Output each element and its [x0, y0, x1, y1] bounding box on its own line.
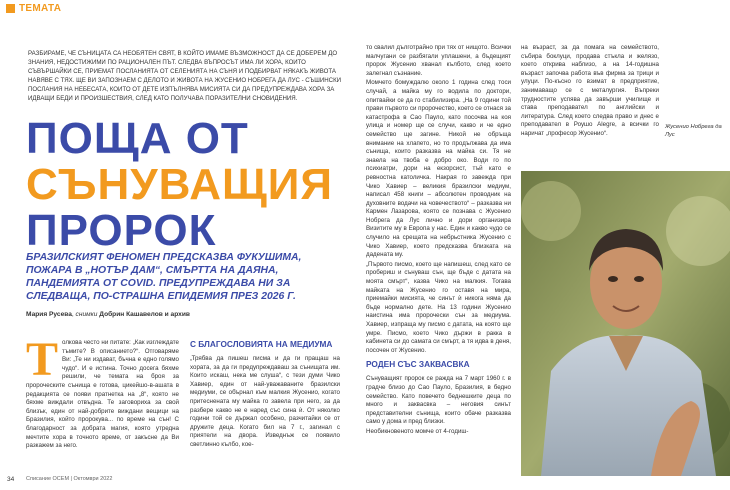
subtitle: БРАЗИЛСКИЯТ ФЕНОМЕН ПРЕДСКАЗВА ФУКУШИМА, ПОЖАРА В „НОТЪР ДАМ“, СМЪРТТА НА ДАЯНА, ПАНДЕМИЯТА ОТ COVID. ПРЕДУПРЕЖДАВА НИ ЗА СЛЕДВАЩА, ПО-СТРАШНА ЕПИДЕМИЯ ПРЕЗ 2026 Г.: [26, 252, 302, 302]
title-line-3: ПРОРОК: [26, 206, 217, 255]
magazine-name: Списание ОСЕМ | Октомври 2022: [26, 476, 113, 482]
article-column-3: [366, 44, 511, 438]
col3-paragraph-5: Необикновеното момче от 4-годиш-: [366, 427, 469, 435]
col3-paragraph-2: Момчето бомуждалю около 1 година след тоси случай, а майка му го водила по доктори, опитвайки се да го стабилизира. „На 9 години той прави първото си пророчество, което се отнася за катастрофа в Сао Пауло, като посочва на коя улица и номер ще се случи, какво и че едно семейство ще загине. Никой не обръща внимание на хлапето, но то продължава да има сънища, които разказва на майка си. Тя не знаела на твоба е добро око. Води го по психиатри, дори на екзорсист, тъй като е ревностна католичка. Накрая го завежда при Чико Хавиер – великия бразилски медиум, написал 458 книги – абсолютен проводник на духовните водачи на човечеството“ – разказва ни Кармен Лазарова, която се познава с Жусенио Нобрега да Лус лично и дори организира Визитите му в Европа у нас. Един и какво чудо се случило на срещата на небрьстника Жусенио с Чико Хавиер, което предсказва близката на дадената му.: [366, 79, 511, 259]
col3-paragraph-1: то свалил дълготрайно при тях от нищото. Всички малчугани се разбягали уплашени, а бъдещият пророк Жусенио хванал кълбото, след което залегнал съзнание.: [366, 44, 511, 77]
article-column-4: [521, 44, 659, 140]
section-heading-blessing: С БЛАГОСЛОВИЯТА НА МЕДИУМА: [190, 339, 333, 349]
page-footer: [0, 474, 730, 490]
col3-paragraph-4: Сънуващият пророк се ражда на 7 март 1960 г. в градче близо до Сао Пауло, Бразилия, в бедно семейство. Като повечето беднешките деца по много и заквасвка – неговия синът представителни сънища, които обаче разказва само у дома и пред близки.: [366, 375, 511, 426]
byline: Мария Русева, снимки Добрин Кашавелов и архив: [26, 311, 190, 318]
photo-caption: Жусенио Нобрега да Лус: [665, 124, 722, 138]
page-number: 34: [7, 476, 15, 483]
col3-paragraph-3: „Първото писмо, което ще напишеш, след като се пробериш и сънуваш сън, ще бъде с датата на моята смърт“, казва Чико на малкия. Тогава майката на Жусенио го оставя на мира, приемайки мисията, че синът ѝ никога няма да бъде нормално дете. На 13 години Жусенио наистина има пророчески сън за медиума. Хавиер, изпраща му писмо с датата, на която ще умре. Писмо, което Чико държи в ракка в кабинета си до самата си смърт, а тя идва в деня, посочен от Жусенио.: [366, 260, 511, 354]
byline-author: Мария Русева: [26, 311, 72, 318]
portrait-illustration: [521, 171, 730, 476]
byline-photos-label: снимки: [75, 311, 98, 318]
portrait-photo: [521, 171, 730, 476]
col4-paragraph: на възраст, за да помага на семейството, събира боклуци, продава стъкла и желязо, което открива наблизо, а на 14-годишна възраст започва работа във фирма за трици и улуци. По-късно го взимат в предприятие, занимаващо се с металургия. Въпреки трудностите успява да завърши училище и става преподавател по английски и литература. След което следва право и днес е преподавател в Роушо Alegre, а всички го наричат „професор Жусенио“.: [521, 44, 659, 137]
intro-text: РАЗБИРАМЕ, ЧЕ СЪНИЦАТА СА НЕОБЯТЕН СВЯТ, В КОЙТО ИМАМЕ ВЪЗМОЖНОСТ ДА СЕ ДОБЕРЕМ ДО ЗНАНИЯ, НЕДОСТИЖИМИ ПО РАЦИОНАЛЕН ПЪТ. СЛЕДВА ВЪПРОСЪТ ИМА ЛИ ХОРА, КОИТО СЪВЪРШАЙКИ СЕ, ПРИЕМАТ ПОСЛАНИЯТА ОТ СЕЛЕНИЯТА НА СЪНЯ И ПОДБИРВАТ НЯКАКЪ ЖИВОТА НАВЯВЕ С ТЯХ. ЩЕ ВИ ЗАПОЗНАЕМ С ДЕЛОТО И ЖИВОТА НА ЖУСЕНИО НОБРЕГА ДА ЛУС - СЪШИНСКИ ПОСЛАНИЯ НА НЕБЕСАТА, КОИТО ОТ ДЕТЕ ИЗПЪЛНЯВА МИСИЯТА СИ ДА ПРЕДУПРЕЖДАВА ХОРА ЗА ИДВАЩИ БЕДИ И ПРОИЗШЕСТВИЯ, СЛЕД КАТО ПОЛУЧАВА ПОРАЗИТЕЛНИ СНОВИДЕНИЯ.: [28, 50, 341, 102]
col2-paragraph: „Трябва да пишеш писма и да ги пращаш на хората, за да ги предупреждаваш за сънищата им. Които искаш, нека ме слуша“, с тези думи Чико Хавиер, един от най-уважаваните бразилски медиуми, се обърнал към малкия Жусенио, когато притеснената му майка го завела при него, за да разбере какво не е наред със сина ѝ. От няколко години той се държал особено, разчитайки се от дружите деца. Когато бил на 7 г., загинал с приятели на двора. Изведнъж се появило светлинно кълбо, кое-: [190, 355, 340, 448]
byline-photos: Добрин Кашавелов и архив: [99, 311, 190, 318]
section-tag: [6, 3, 61, 14]
section-heading-born: РОДЕН СЪС ЗАКВАСВКА: [366, 359, 470, 370]
article-column-2: [190, 339, 340, 451]
dropcap: Т: [26, 333, 59, 386]
article-column-1: [26, 333, 179, 452]
title-line-2: СЪНУВАЩИЯ: [26, 160, 334, 209]
section-square-icon: [6, 4, 15, 13]
section-label: ТЕМАТА: [19, 3, 62, 14]
col1-paragraph: олкова често ни питате: „Как изглеждате тъмите? В описанието?“. Отговаряме Ви: „Те ни издават, бъчна е едно голямо чудо“. И е истина. Точно досега бяхме решили, че темата на броя за пророческите сънища е готова, цикейшо-в-ашата в редакцията се появи пратнетка на „8“, която не бяхме виждали отвъдна. Те заговориха за свой близък, един от най-добрите виждани вещици на Бразилия, който пророкува... по време на сън! С благодарност за добрата магия, която утредна мечтите хора в точното време, от закъсне да Ви разкажем за него.: [26, 339, 179, 450]
title-line-1: ПОЩА ОТ: [26, 114, 249, 163]
